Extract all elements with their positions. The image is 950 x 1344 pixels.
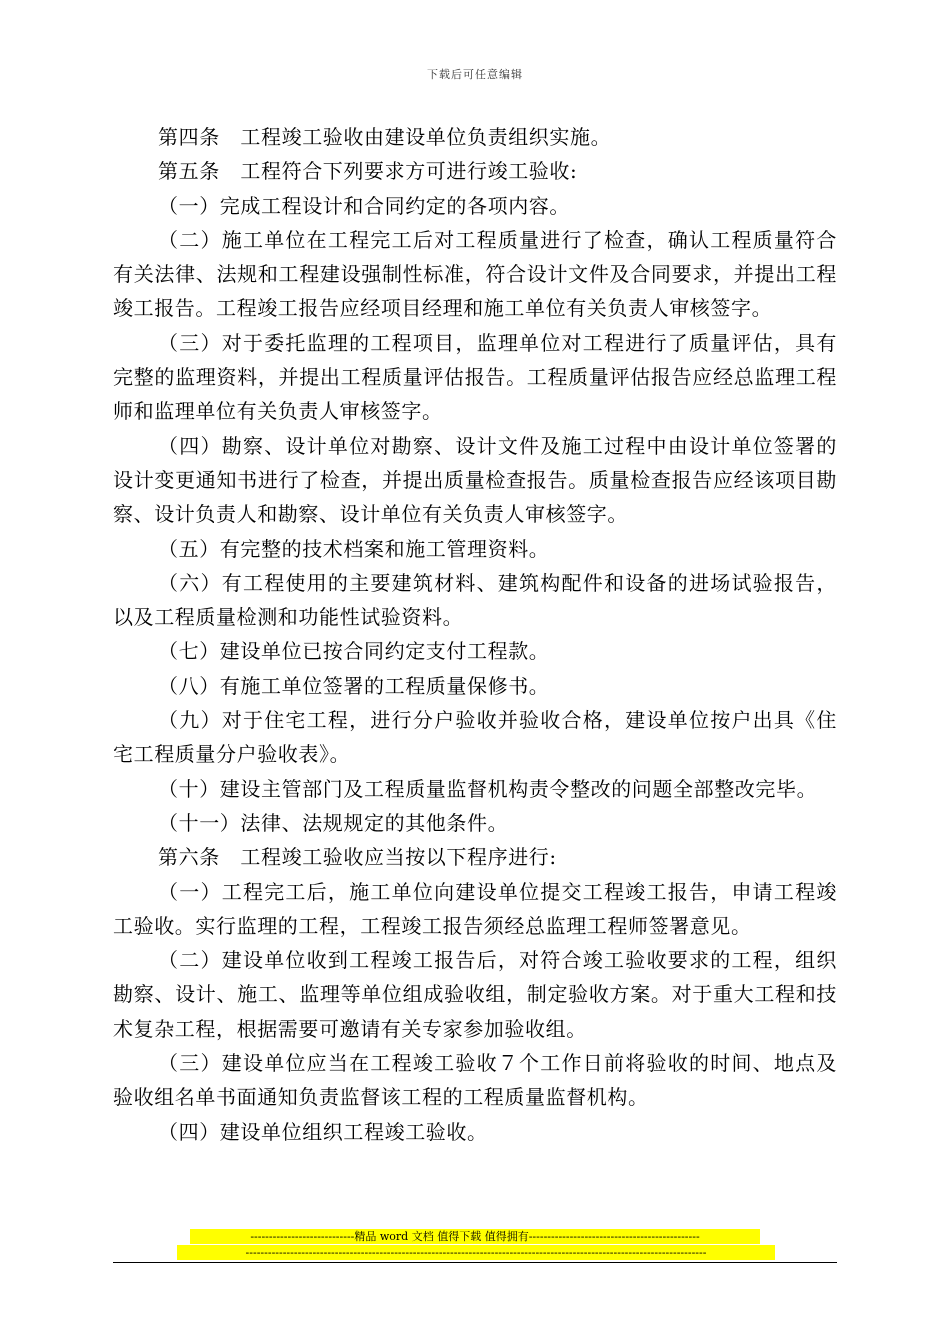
article-5-item-7: （七）建设单位已按合同约定支付工程款。 bbox=[158, 639, 550, 664]
article-5-item-5: （五）有完整的技术档案和施工管理资料。 bbox=[158, 536, 550, 561]
document-body bbox=[113, 120, 837, 1149]
article-5: 第五条 工程符合下列要求方可进行竣工验收: bbox=[158, 159, 578, 184]
article-5-item-9: （九）对于住宅工程，进行分户验收并验收合格，建设单位按户出具《住宅工程质量分户验收表》。 bbox=[113, 708, 837, 767]
article-6-item-1: （一）工程完工后，施工单位向建设单位提交工程竣工报告，申请工程竣工验收。实行监理的工程，工程竣工报告须经总监理工程师签署意见。 bbox=[113, 879, 837, 938]
article-5-item-8: （八）有施工单位签署的工程质量保修书。 bbox=[158, 673, 550, 698]
article-6: 第六条 工程竣工验收应当按以下程序进行: bbox=[158, 845, 557, 870]
article-5-item-3: （三）对于委托监理的工程项目，监理单位对工程进行了质量评估，具有完整的监理资料，并提出工程质量评估报告。工程质量评估报告应经总监理工程师和监理单位有关负责人审核签字。 bbox=[113, 330, 837, 424]
article-5-item-6: （六）有工程使用的主要建筑材料、建筑构配件和设备的进场试验报告，以及工程质量检测和功能性试验资料。 bbox=[113, 570, 837, 630]
footer-rule bbox=[113, 1262, 837, 1263]
article-4: 第四条 工程竣工验收由建设单位负责组织实施。 bbox=[158, 125, 612, 149]
article-5-item-10: （十）建设主管部门及工程质量监督机构责令整改的问题全部整改完毕。 bbox=[158, 776, 818, 801]
footer-dashes: ---------------------------------------------------------------------------------------------------------------------------- bbox=[177, 1245, 775, 1260]
article-6-item-2: （二）建设单位收到工程竣工报告后，对符合竣工验收要求的工程，组织勘察、设计、施工、监理等单位组成验收组，制定验收方案。对于重大工程和技术复杂工程，根据需要可邀请有关专家参加验收组。 bbox=[113, 948, 837, 1041]
article-5-item-2: （二）施工单位在工程完工后对工程质量进行了检查，确认工程质量符合有关法律、法规和工程建设强制性标准，符合设计文件及合同要求，并提出工程竣工报告。工程竣工报告应经项目经理和施工单位有关负责人审核签字。 bbox=[113, 227, 837, 321]
article-6-item-3: （三）建设单位应当在工程竣工验收７个工作日前将验收的时间、地点及验收组名单书面通知负责监督该工程的工程质量监督机构。 bbox=[113, 1051, 837, 1110]
page-header: 下载后可任意编辑 bbox=[427, 68, 523, 81]
article-5-item-11: （十一）法律、法规规定的其他条件。 bbox=[158, 810, 509, 835]
article-5-item-1: （一）完成工程设计和合同约定的各项内容。 bbox=[158, 193, 570, 218]
footer-banner: ----------------------------精品 word 文档 值得下载 值得拥有---------------------------------------------- bbox=[190, 1229, 760, 1244]
article-5-item-4: （四）勘察、设计单位对勘察、设计文件及施工过程中由设计单位签署的设计变更通知书进行了检查，并提出质量检查报告。质量检查报告应经该项目勘察、设计负责人和勘察、设计单位有关负责人审核签字。 bbox=[113, 433, 837, 527]
article-6-item-4: （四）建设单位组织工程竣工验收。 bbox=[158, 1119, 488, 1144]
